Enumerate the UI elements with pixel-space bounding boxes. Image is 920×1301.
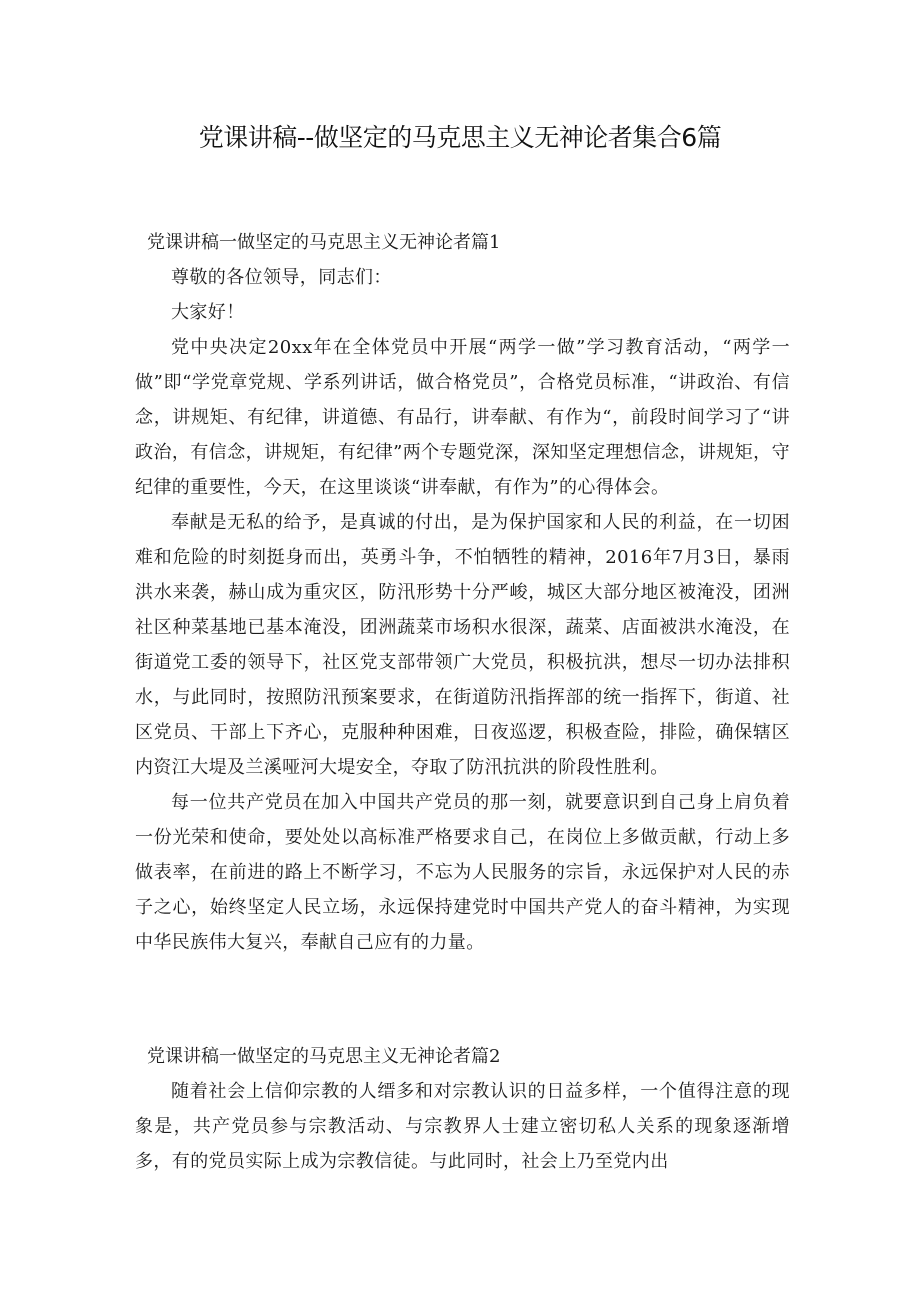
paragraph-salutation: 尊敬的各位领导，同志们： <box>171 267 392 288</box>
paragraph-body: 党中央决定20xx年在全体党员中开展“两学一做”学习教育活动，“两学一做”即“学党章党规、学系列讲话，做合格党员”，合格党员标准，“讲政治、有信念，讲规矩、有纪律，讲道德、有品行，讲奉献、有作为“，前段时间学习了“讲政治，有信念，讲规矩，有纪律”两个专题党深，深知坚定理想信念，讲规矩，守纪律的重要性，今天，在这里谈谈“讲奉献，有作为”的心得体会。 <box>135 337 790 498</box>
paragraph-greeting: 大家好！ <box>171 302 245 323</box>
section-1 <box>135 226 790 960</box>
section-heading: 党课讲稿一做坚定的马克思主义无神论者篇2 <box>147 1046 501 1067</box>
paragraph-body: 每一位共产党员在加入中国共产党员的那一刻，就要意识到自己身上肩负着一份光荣和使命，要处处以高标准严格要求自己，在岗位上多做贡献，行动上多做表率，在前进的路上不断学习，不忘为人民服务的宗旨，永远保护对人民的赤子之心，始终坚定人民立场，永远保持建党时中国共产党人的奋斗精神，为实现中华民族伟大复兴，奉献自己应有的力量。 <box>135 792 790 953</box>
section-heading: 党课讲稿一做坚定的马克思主义无神论者篇1 <box>147 232 501 253</box>
paragraph-body: 奉献是无私的给予，是真诚的付出，是为保护国家和人民的利益，在一切困难和危险的时刻挺身而出，英勇斗争，不怕牺牲的精神，2016年7月3日，暴雨洪水来袭，赫山成为重灾区，防汛形势十分严峻，城区大部分地区被淹没，团洲社区种菜基地已基本淹没，团洲蔬菜市场积水很深，蔬菜、店面被洪水淹没，在街道党工委的领导下，社区党支部带领广大党员，积极抗洪，想尽一切办法排积水，与此同时，按照防汛预案要求，在街道防汛指挥部的统一指挥下，街道、社区党员、干部上下齐心，克服种种困难，日夜巡逻，积极查险，排险，确保辖区内资江大堤及兰溪哑河大堤安全，夺取了防汛抗洪的阶段性胜利。 <box>135 512 790 778</box>
section-2 <box>135 1040 790 1179</box>
paragraph-body: 随着社会上信仰宗教的人缙多和对宗教认识的日益多样，一个值得注意的现象是，共产党员参与宗教活动、与宗教界人士建立密切私人关系的现象逐渐增多，有的党员实际上成为宗教信徒。与此同时，社会上乃至党内出 <box>135 1081 790 1172</box>
document-title: 党课讲稿--做坚定的马克思主义无神论者集合6篇 <box>198 123 722 152</box>
